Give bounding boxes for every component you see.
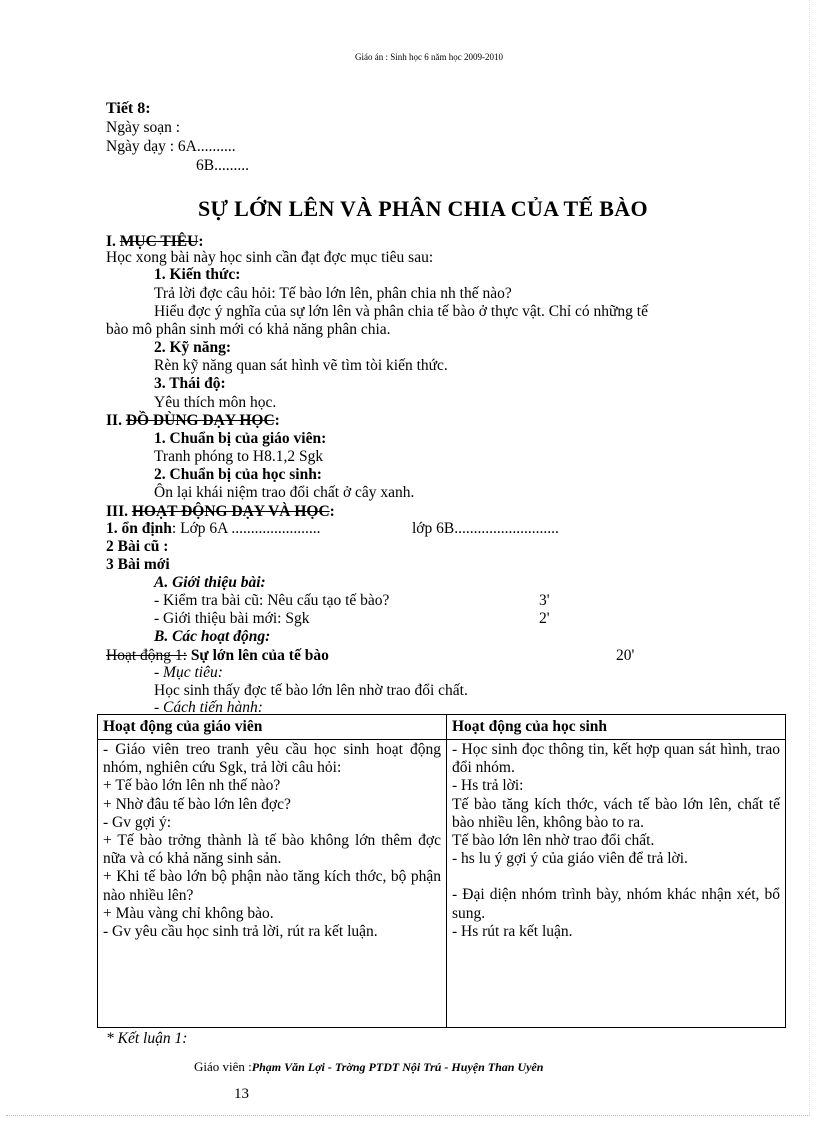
intro-line: - Kiểm tra bài cũ: Nêu cấu tạo tế bào? [154,592,390,609]
skills-line: Rèn kỹ năng quan sát hình vẽ tìm tòi kiến thức. [154,357,448,374]
stabilize-class-6b: lớp 6B........................... [412,520,559,537]
student-activities-cell [447,740,786,1028]
class-6b: 6B......... [196,157,249,174]
teacher-line: + Khi tế bào lớn bộ phận nào tăng kích thớc, bộ phận nào nhiều lên? [103,868,441,904]
intro-time: 3' [539,592,550,609]
intro-line: - Giới thiệu bài mới: Sgk [154,610,310,627]
lesson-number: Tiết 8: [106,100,151,117]
objective-label: - Mục tiêu: [154,664,223,681]
knowledge-line: Hiểu đợc ý nghĩa của sự lớn lên và phân chia tế bào ở thực vật. Chỉ có những tế [154,303,648,320]
section-1-heading: I. MỤC TIÊU: [106,233,204,250]
teacher-activities-cell [98,740,447,1028]
skills-heading: 2. Kỹ năng: [154,339,232,356]
intro-heading: A. Giới thiệu bài: [154,574,266,591]
attitude-line: Yêu thích môn học. [154,394,277,411]
procedure-label: - Cách tiến hành: [154,699,263,714]
student-line: - Hs rút ra kết luận. [452,922,573,940]
page-title: SỰ LỚN LÊN VÀ PHÂN CHIA CỦA TẾ BÀO [198,196,648,221]
activity-1-heading: Hoạt động 1: Sự lớn lên của tế bào [106,647,329,664]
conclusion-label: * Kết luận 1: [106,1030,188,1047]
knowledge-line: Trả lời đợc câu hỏi: Tế bào lớn lên, phân chia nh thế nào? [154,285,512,302]
student-line: - Hs trả lời: [452,777,524,795]
intro-time: 2' [539,610,550,627]
student-line: Tế bào lớn lên nhờ trao đổi chất. [452,832,655,850]
section-1-intro: Học xong bài này học sinh cần đạt đợc mục tiêu sau: [106,249,434,266]
teacher-line: + Tế bào trởng thành là tế bào không lớn thêm đợc nữa và có khả năng sinh sản. [103,832,441,868]
new-lesson-heading: 3 Bài mới [106,556,170,573]
page-number: 13 [234,1086,249,1102]
knowledge-line: bào mô phân sinh mới có khả năng phân chia. [106,321,391,338]
teacher-signature: Phạm Văn Lợi - Trờng PTDT Nội Trú - Huyện Than Uyên [251,1060,544,1074]
section-3-heading: III. HOẠT ĐỘNG DẠY VÀ HỌC: [106,503,335,520]
section-2-heading: II. ĐỒ DÙNG DẠY HỌC: [106,412,280,429]
page-edge-bottom [6,1115,810,1116]
teacher-line: + Màu vàng chỉ không bào. [103,904,274,922]
teacher-line: - Giáo viên treo tranh yêu cầu học sinh hoạt động nhóm, nghiên cứu Sgk, trả lời câu hỏi: [103,741,441,777]
teacher-line: - Gv yêu cầu học sinh trả lời, rút ra kết luận. [103,923,378,941]
teacher-line: - Gv gợi ý: [103,813,172,831]
page-header: Giáo án : Sinh học 6 năm học 2009-2010 [355,52,503,62]
teacher-prep-heading: 1. Chuẩn bị của giáo viên: [154,430,327,447]
activity-table [97,714,786,1028]
student-prep-line: Ôn lại khái niệm trao đổi chất ở cây xanh. [154,484,415,501]
student-line: - hs lu ý gợi ý của giáo viên để trả lời. [452,850,688,868]
student-prep-heading: 2. Chuẩn bị của học sinh: [154,466,322,483]
footer: Giáo viên :Phạm Văn Lợi - Trờng PTDT Nội Trú - Huyện Than Uyên [194,1059,544,1074]
objective-line: Học sinh thấy đợc tế bào lớn lên nhờ trao đổi chất. [154,682,468,699]
teacher-prep-line: Tranh phóng to H8.1,2 Sgk [154,448,324,465]
student-line: - Đại diện nhóm trình bày, nhóm khác nhận xét, bổ sung. [452,886,780,922]
page-edge-right [809,0,810,1115]
attitude-heading: 3. Thái độ: [154,375,226,392]
teacher-line: + Nhờ đâu tế bào lớn lên đợc? [103,795,291,813]
knowledge-heading: 1. Kiến thức: [154,266,241,283]
teach-date: Ngày dạy : 6A.......... [106,138,236,155]
activities-heading: B. Các hoạt động: [154,628,271,645]
table-header-teacher: Hoạt động của giáo viên [98,715,447,740]
old-lesson-heading: 2 Bài cũ : [106,538,169,555]
student-line [452,868,780,886]
student-line: - Học sinh đọc thông tin, kết hợp quan sát hình, trao đổi nhóm. [452,741,780,777]
activity-1-time: 20' [616,647,635,664]
stabilize-line: 1. ổn định: Lớp 6A ....................... [106,520,321,537]
prep-date: Ngày soạn : [106,119,181,136]
student-line: Tế bào tăng kích thớc, vách tế bào lớn lên, chất tế bào nhiều lên, không bào to ra. [452,795,780,831]
teacher-line: + Tế bào lớn lên nh thế nào? [103,777,281,795]
table-header-student: Hoạt động của học sinh [447,715,786,740]
